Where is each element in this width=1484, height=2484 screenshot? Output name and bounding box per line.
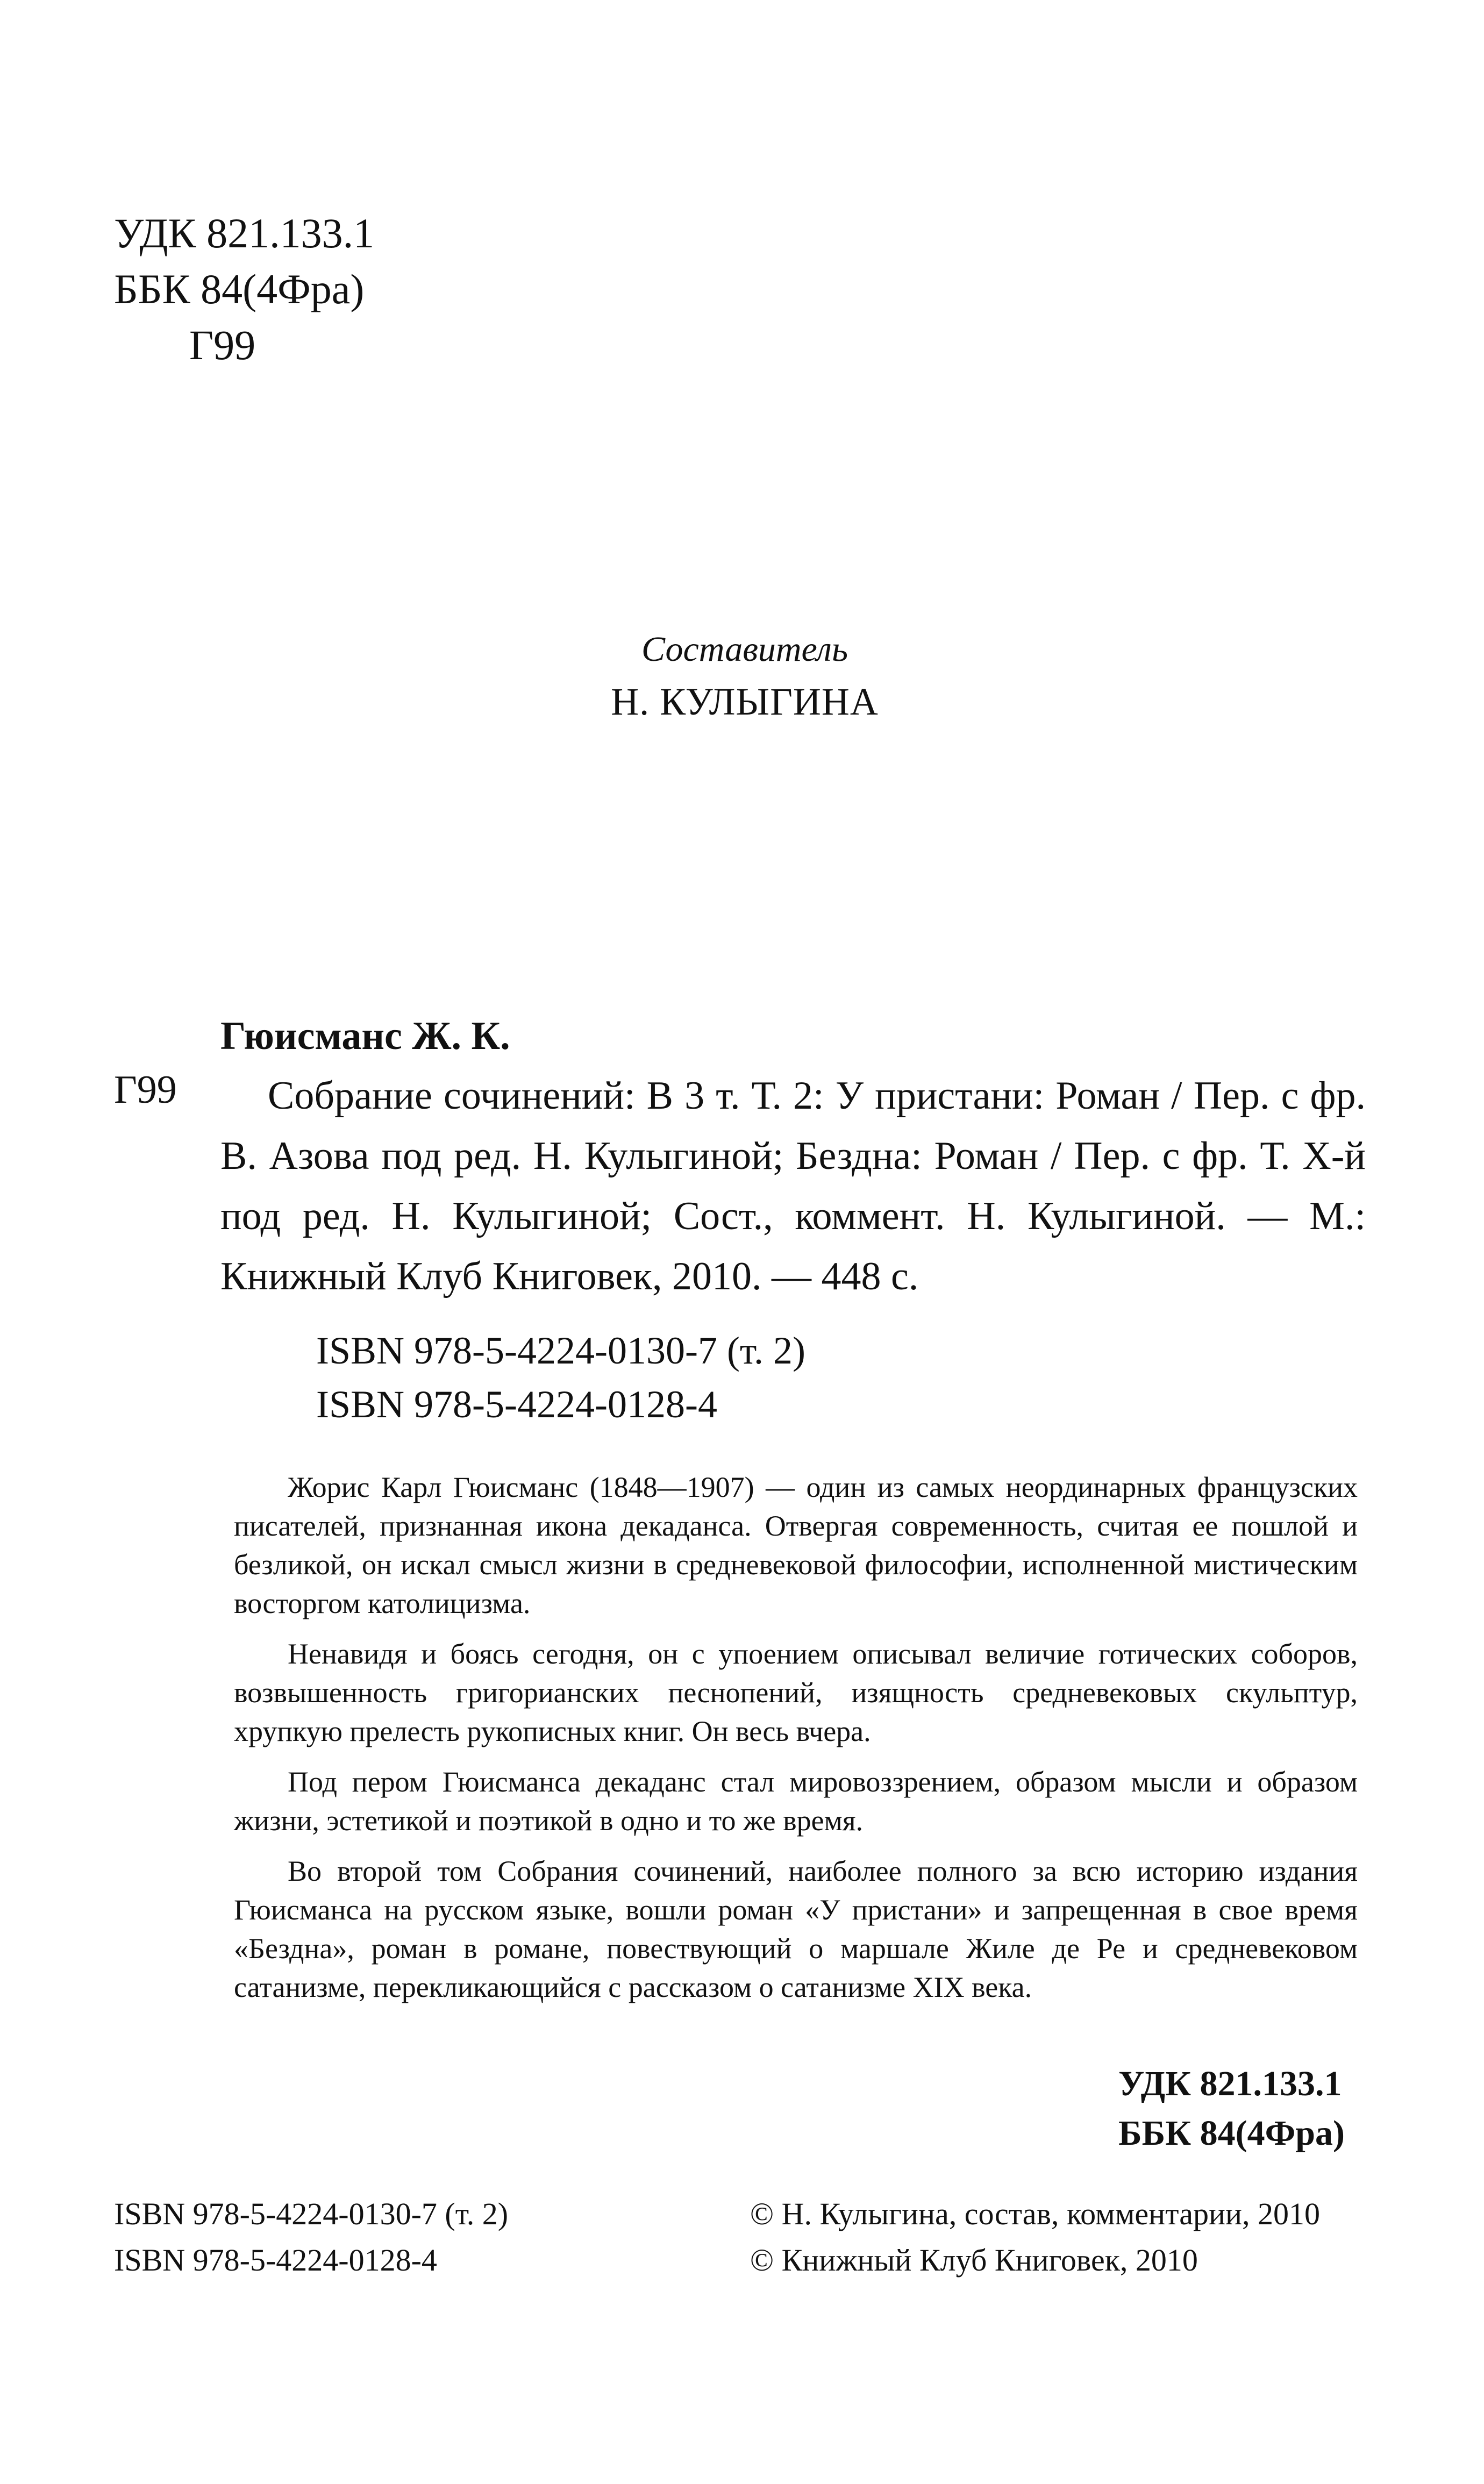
udk-code: УДК 821.133.1 xyxy=(114,210,375,256)
udk-code-bottom: УДК 821.133.1 xyxy=(1118,2064,1342,2103)
citation-text: Собрание сочинений: В 3 т. Т. 2: У пристани: Роман / Пер. с фр. В. Азова под ред. Н. Кулыгиной; Бездна: Роман / Пер. с фр. Т. Х-й под ред. Н. Кулыгиной; Сост., коммент. Н. Кулыгиной. — М.: Книжный Клуб Книговек, 2010. — 448 с. xyxy=(220,1074,1366,1298)
annotation xyxy=(234,1468,1358,2018)
bbk-code: ББК 84(4Фра) xyxy=(114,266,365,312)
top-classification xyxy=(114,205,374,373)
annotation-paragraph: Жорис Карл Гюисманс (1848—1907) — один из самых неординарных французских писателей, признанная икона декаданса. Отвергая современность, считая ее пошлой и безликой, он искал смысл жизни в средневековой философии, исполненной мистическим восторгом католицизма. xyxy=(234,1471,1358,1619)
footer-isbn-set: ISBN 978-5-4224-0128-4 xyxy=(114,2243,437,2278)
copyright-publisher: © Книжный Клуб Книговек, 2010 xyxy=(750,2243,1198,2278)
copyright-compiler: © Н. Кулыгина, состав, комментарии, 2010 xyxy=(750,2196,1321,2231)
footer-isbn xyxy=(114,2191,508,2283)
footer-isbn-volume: ISBN 978-5-4224-0130-7 (т. 2) xyxy=(114,2196,509,2231)
annotation-paragraph: Под пером Гюисманса декаданс стал мировоззрением, образом мысли и образом жизни, эстетикой и поэтикой в одно и то же время. xyxy=(234,1766,1358,1837)
isbn-set: ISBN 978-5-4224-0128-4 xyxy=(316,1383,717,1426)
entry-author-sign: Г99 xyxy=(114,1068,177,1112)
annotation-paragraph: Во второй том Собрания сочинений, наиболее полного за всю историю издания Гюисманса на русском языке, вошли роман «У пристани» и запрещенная в свое время «Бездна», роман в романе, повествующий о маршале Жиле де Ре и средневековом сатанизме, перекликающийся с рассказом о сатанизме XIX века. xyxy=(234,1855,1358,2003)
bottom-classification xyxy=(1118,2059,1345,2158)
compiler-name: Н. КУЛЫГИНА xyxy=(611,680,879,723)
annotation-paragraph: Ненавидя и боясь сегодня, он с упоением описывал величие готических соборов, возвышенность григорианских песнопений, изящность средневековых скульптур, хрупкую прелесть рукописных книг. Он весь вчера. xyxy=(234,1638,1358,1747)
footer-copyright xyxy=(750,2191,1320,2283)
compiler-block xyxy=(591,629,898,724)
isbn-volume: ISBN 978-5-4224-0130-7 (т. 2) xyxy=(316,1329,805,1372)
compiler-label: Составитель xyxy=(641,630,848,669)
bbk-code-bottom: ББК 84(4Фра) xyxy=(1118,2114,1345,2153)
entry-isbn-block xyxy=(316,1324,805,1431)
author-sign: Г99 xyxy=(189,322,256,368)
entry-author: Гюисманс Ж. К. xyxy=(220,1014,510,1058)
entry-citation xyxy=(220,1066,1366,1307)
